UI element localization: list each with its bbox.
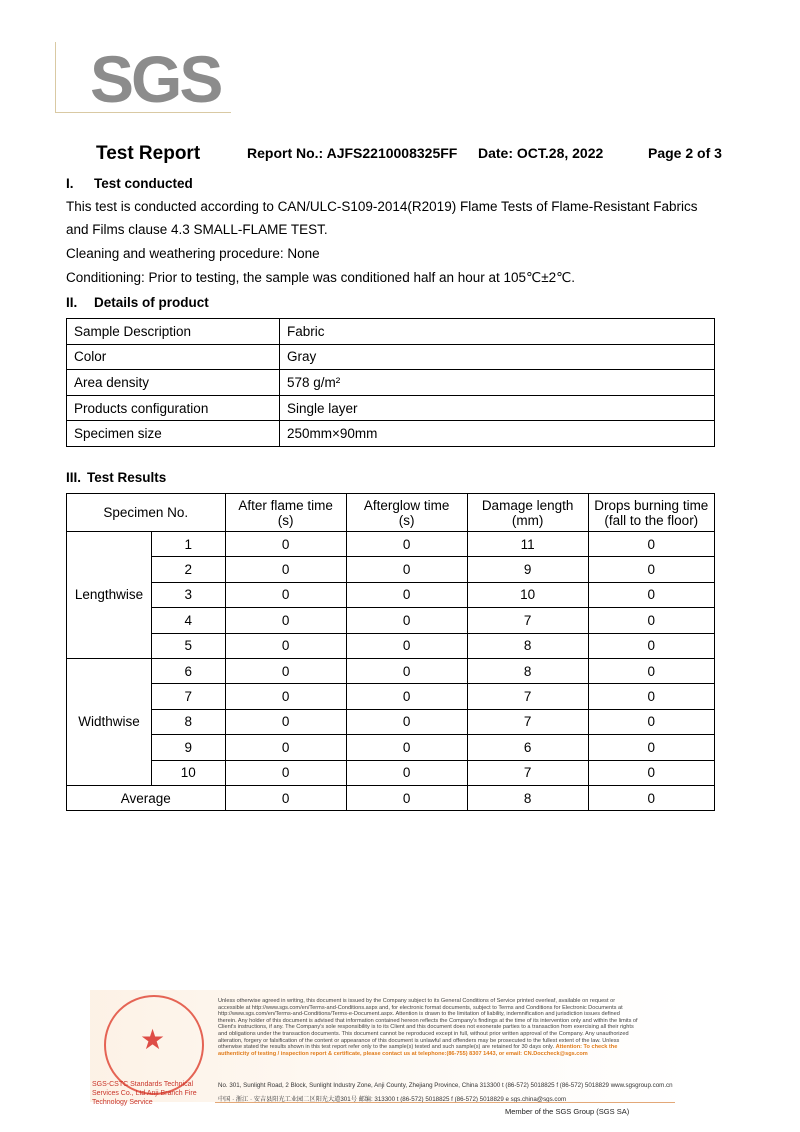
specimen-no: 10 [152, 760, 226, 785]
product-details-table [66, 318, 715, 447]
product-key: Products configuration [67, 395, 280, 421]
cell: 0 [588, 785, 714, 810]
report-number: Report No.: AJFS2210008325FF [247, 145, 458, 161]
specimen-no: 5 [152, 633, 226, 658]
product-value: Single layer [280, 395, 715, 421]
table-row [67, 370, 715, 396]
header-after-flame: After flame time (s) [225, 494, 346, 532]
header-afterglow: Afterglow time (s) [346, 494, 467, 532]
table-row [67, 633, 715, 658]
specimen-no: 9 [152, 735, 226, 760]
cell: 0 [225, 735, 346, 760]
cell: 0 [346, 608, 467, 633]
cell: 8 [467, 785, 588, 810]
cell: 7 [467, 709, 588, 734]
table-header-row [67, 494, 715, 532]
header-damage-length: Damage length (mm) [467, 494, 588, 532]
cell: 0 [346, 557, 467, 582]
cell: 9 [467, 557, 588, 582]
cell: 0 [588, 582, 714, 607]
legal-disclaimer [218, 998, 640, 1057]
product-key: Specimen size [67, 421, 280, 447]
test-results-table [66, 493, 715, 811]
cell: 0 [588, 557, 714, 582]
cell: 0 [225, 633, 346, 658]
table-row [67, 532, 715, 557]
cell: 0 [225, 785, 346, 810]
stamp-caption: SGS-CSTC Standards Technical Services Co., Ltd Anji Branch Fire Technology Service [92, 1081, 197, 1106]
table-row [67, 735, 715, 760]
cell: 0 [588, 760, 714, 785]
specimen-no: 8 [152, 709, 226, 734]
product-value: 578 g/m² [280, 370, 715, 396]
address-chinese: 中国 · 浙江 · 安吉县阳光工业园二区阳光大道301号 邮编: 313300 t (86-572) 5018825 f (86-572) 5018829 e sgs.china@sgs.com [218, 1096, 567, 1103]
specimen-no: 7 [152, 684, 226, 709]
cell: 0 [588, 608, 714, 633]
cell: 7 [467, 684, 588, 709]
authenticity-notice: Attention: To check the authenticity of testing / inspection report & certificate, please contact us at telephone:(86-755) 8307 1443, or email: CN.Doccheck@sgs.com [218, 1044, 618, 1057]
cell: 0 [588, 684, 714, 709]
product-key: Area density [67, 370, 280, 396]
section-title: Test conducted [94, 176, 193, 191]
cell: 0 [225, 532, 346, 557]
cell: 0 [346, 709, 467, 734]
product-key: Sample Description [67, 319, 280, 345]
product-value: 250mm×90mm [280, 421, 715, 447]
table-row [67, 709, 715, 734]
section-title: Test Results [87, 470, 167, 485]
product-value: Fabric [280, 319, 715, 345]
section-number: I. [66, 176, 74, 191]
cell: 0 [346, 532, 467, 557]
section-test-results-heading [66, 470, 166, 485]
cell: 10 [467, 582, 588, 607]
cell: 0 [346, 658, 467, 683]
sgs-group-member: Member of the SGS Group (SGS SA) [505, 1107, 630, 1116]
section-number: II. [66, 295, 78, 310]
table-row [67, 582, 715, 607]
specimen-no: 4 [152, 608, 226, 633]
cell: 0 [346, 735, 467, 760]
product-key: Color [67, 344, 280, 370]
page-number: Page 2 of 3 [648, 145, 722, 161]
section-product-details-heading [66, 295, 209, 310]
cell: 0 [225, 684, 346, 709]
cell: 0 [346, 684, 467, 709]
table-row [67, 421, 715, 447]
section-number: III. [66, 470, 82, 485]
group-widthwise: Widthwise [67, 658, 152, 785]
star-icon: ★ [140, 1024, 166, 1055]
paragraph-cleaning: Cleaning and weathering procedure: None [66, 246, 320, 261]
specimen-no: 3 [152, 582, 226, 607]
specimen-no: 1 [152, 532, 226, 557]
cell: 0 [588, 633, 714, 658]
cell: 0 [346, 582, 467, 607]
section-test-conducted-heading [66, 176, 193, 191]
paragraph-conditioning: Conditioning: Prior to testing, the sample was conditioned half an hour at 105℃±2℃. [66, 270, 576, 285]
section-title: Details of product [94, 295, 209, 310]
cell: 0 [225, 582, 346, 607]
footer-divider [215, 1102, 675, 1103]
report-date: Date: OCT.28, 2022 [478, 145, 604, 161]
cell: 0 [225, 760, 346, 785]
cell: 8 [467, 633, 588, 658]
table-row [67, 557, 715, 582]
specimen-no: 2 [152, 557, 226, 582]
paragraph-standard: This test is conducted according to CAN/ULC-S109-2014(R2019) Flame Tests of Flame-Resistant Fabrics [66, 199, 698, 214]
disclaimer-text: Unless otherwise agreed in writing, this document is issued by the Company subject to its General Conditions of Service printed overleaf, available on request or accessible at http://www.sgs.com/en/Terms-and-Conditions.aspx and, for electronic format documents, subject to Terms and Conditions for Electronic Documents at http://www.sgs.com/en/Terms-and-Conditions/Terms-e-Document.aspx. Attention is drawn to the limitation of liability, indemnification and jurisdiction issues defined therein. Any holder of this document is advised that information contained hereon reflects the Company's findings at the time of its intervention only and within the limits of Client's instructions, if any. The Company's sole responsibility is to its Client and this document does not exonerate parties to a transaction from exercising all their rights and obligations under the transaction documents. This document cannot be reproduced except in full, without prior written approval of the Company. Any unauthorized alteration, forgery or falsification of the content or appearance of this document is unlawful and offenders may be prosecuted to the fullest extent of the law. Unless otherwise stated the results shown in this test report refer only to the sample(s) tested and such sample(s) are retained for 30 days only. [218, 998, 638, 1051]
table-row [67, 658, 715, 683]
sgs-logo-text: SGS [90, 42, 221, 116]
table-row [67, 395, 715, 421]
cell: 6 [467, 735, 588, 760]
table-row [67, 319, 715, 345]
cell: 7 [467, 608, 588, 633]
cell: 0 [225, 608, 346, 633]
specimen-no: 6 [152, 658, 226, 683]
table-row [67, 344, 715, 370]
cell: 0 [225, 658, 346, 683]
average-label: Average [67, 785, 226, 810]
product-value: Gray [280, 344, 715, 370]
cell: 0 [225, 709, 346, 734]
cell: 11 [467, 532, 588, 557]
header-drops-burning: Drops burning time (fall to the floor) [588, 494, 714, 532]
cell: 0 [588, 658, 714, 683]
cell: 0 [346, 760, 467, 785]
sgs-logo [55, 42, 231, 116]
report-title: Test Report [96, 143, 201, 164]
cell: 0 [225, 557, 346, 582]
cell: 0 [588, 709, 714, 734]
cell: 8 [467, 658, 588, 683]
table-row [67, 684, 715, 709]
cell: 0 [588, 735, 714, 760]
paragraph-clause: and Films clause 4.3 SMALL-FLAME TEST. [66, 222, 328, 237]
table-row [67, 608, 715, 633]
cell: 0 [346, 785, 467, 810]
cell: 0 [346, 633, 467, 658]
table-row [67, 760, 715, 785]
cell: 0 [588, 532, 714, 557]
cell: 7 [467, 760, 588, 785]
header-specimen: Specimen No. [67, 494, 226, 532]
address-english: No. 301, Sunlight Road, 2 Block, Sunlight Industry Zone, Anji County, Zhejiang Province, China 313300 t (86-572) 5018825 f (86-572) 5018829 www.sgsgroup.com.cn [218, 1082, 673, 1089]
group-lengthwise: Lengthwise [67, 532, 152, 659]
average-row [67, 785, 715, 810]
